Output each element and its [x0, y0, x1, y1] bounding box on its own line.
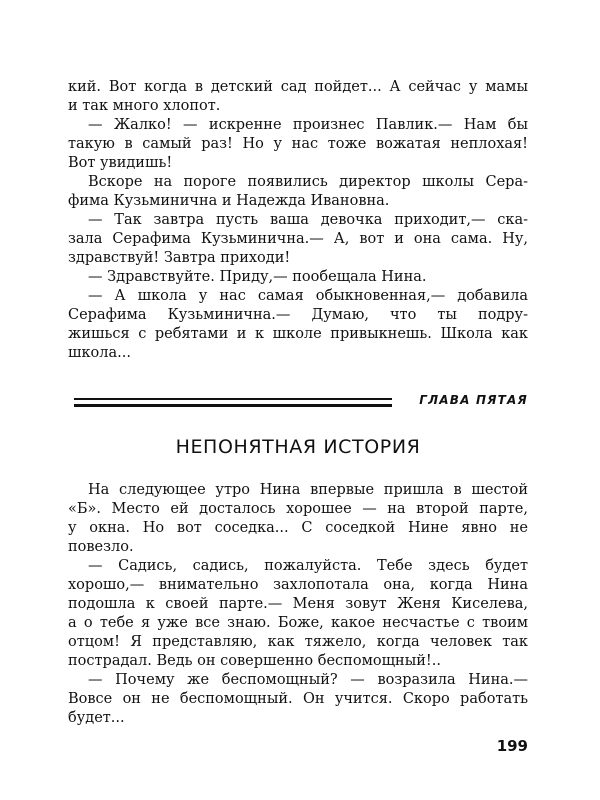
text-line: здравствуй! Завтра приходи!	[68, 250, 291, 266]
text-line: а о тебе я уже все знаю. Боже, какое несчастье с твоим	[68, 615, 528, 631]
text-line: — Почему же беспомощный? — возразила Нина.—	[88, 672, 528, 688]
text-line: пострадал. Ведь он совершенно беспомощный!..	[68, 653, 441, 669]
text-line: такую в самый раз! Но у нас тоже вожатая неплохая!	[68, 136, 528, 152]
text-line: подошла к своей парте.— Меня зовут Женя Киселева,	[68, 596, 528, 612]
text-line: у окна. Но вот соседка... С соседкой Нине явно не	[68, 520, 528, 536]
text-line: На следующее утро Нина впервые пришла в шестой	[88, 482, 528, 498]
chapter-title: НЕПОНЯТНАЯ ИСТОРИЯ	[175, 436, 421, 458]
text-line: жишься с ребятами и к школе привыкнешь. Школа как	[68, 326, 528, 342]
text-line: и так много хлопот.	[68, 98, 221, 114]
bottom-text-block	[68, 481, 528, 728]
text-line: зала Серафима Кузьминична.— А, вот и она сама. Ну,	[68, 231, 528, 247]
text-line: отцом! Я представляю, как тяжело, когда человек так	[68, 634, 528, 650]
text-line: хорошо,— внимательно захлопотала она, когда Нина	[68, 577, 528, 593]
text-line: — Так завтра пусть ваша девочка приходит,— ска-	[88, 212, 528, 228]
text-line: Вот увидишь!	[68, 155, 173, 171]
text-line: школа...	[68, 345, 131, 361]
text-line: — Здравствуйте. Приду,— пообещала Нина.	[88, 269, 427, 285]
text-line: Вовсе он не беспомощный. Он учится. Скоро работать	[68, 691, 528, 707]
chapter-rule-thin	[74, 398, 392, 400]
page-number: 199	[496, 737, 528, 755]
text-line: «Б». Место ей досталось хорошее — на второй парте,	[68, 501, 528, 517]
text-line: — Садись, садись, пожалуйста. Тебе здесь будет	[88, 558, 528, 574]
text-line: повезло.	[68, 539, 134, 555]
text-line: будет...	[68, 710, 125, 726]
text-line: — А школа у нас самая обыкновенная,— добавила	[88, 288, 528, 304]
text-line: кий. Вот когда в детский сад пойдет... А сейчас у мамы	[68, 79, 528, 95]
chapter-rule-thick	[74, 404, 392, 407]
text-line: — Жалко! — искренне произнес Павлик.— Нам бы	[88, 117, 528, 133]
text-line: Серафима Кузьминична.— Думаю, что ты подру-	[68, 307, 528, 323]
chapter-header	[74, 393, 528, 413]
chapter-label: ГЛАВА ПЯТАЯ	[419, 393, 528, 407]
text-line: Вскоре на пороге появились директор школы Сера-	[88, 174, 528, 190]
text-line: фима Кузьминична и Надежда Ивановна.	[68, 193, 390, 209]
top-text-block	[68, 78, 528, 363]
